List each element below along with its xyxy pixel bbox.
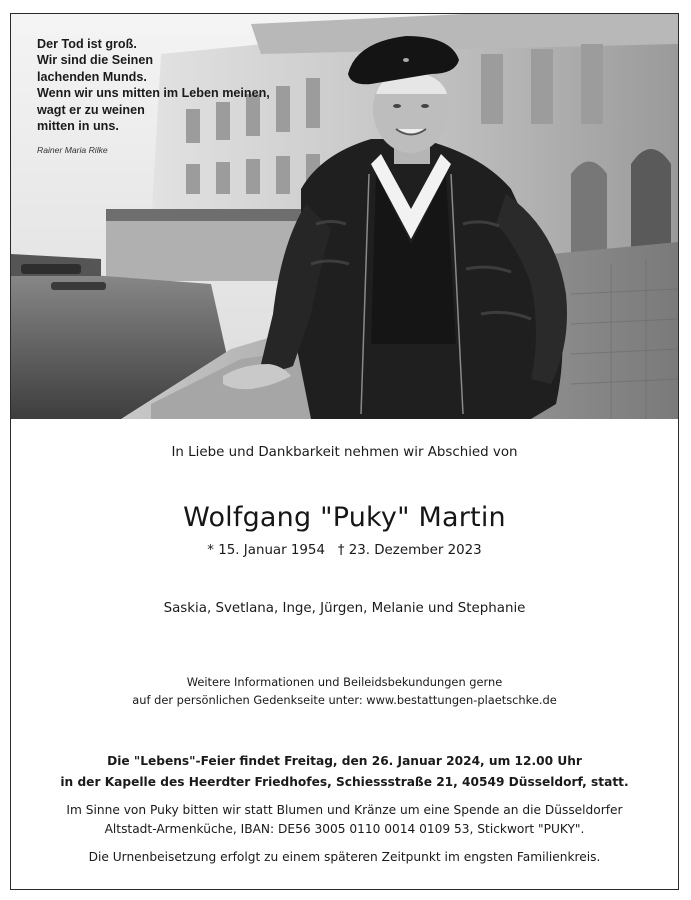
ceremony-location-line: in der Kapelle des Heerdter Friedhofes, Schiessstraße 21, 40549 Düsseldorf, statt. bbox=[60, 775, 629, 789]
donation-line: Im Sinne von Puky bitten wir statt Blumen und Kränze um eine Spende an die Düsseldorfer bbox=[66, 803, 623, 817]
obituary-frame bbox=[10, 13, 679, 890]
quote-author: Rainer Maria Rilke bbox=[37, 145, 108, 155]
info-line: Weitere Informationen und Beileidsbekundungen gerne bbox=[186, 675, 503, 689]
quote-line: mitten in uns. bbox=[37, 119, 119, 134]
quote-line: Wir sind die Seinen bbox=[37, 53, 154, 68]
urn-burial-line: Die Urnenbeisetzung erfolgt zu einem späteren Zeitpunkt im engsten Familienkreis. bbox=[88, 850, 601, 864]
family-names: Saskia, Svetlana, Inge, Jürgen, Melanie und Stephanie bbox=[163, 601, 526, 616]
rilke-quote bbox=[37, 36, 270, 134]
quote-line: Der Tod ist groß. bbox=[37, 37, 137, 51]
farewell-intro: In Liebe und Dankbarkeit nehmen wir Abschied von bbox=[171, 445, 518, 460]
donation-iban-line: Altstadt-Armenküche, IBAN: DE56 3005 0110 0014 0109 53, Stickwort "PUKY". bbox=[104, 822, 585, 836]
deceased-name: Wolfgang "Puky" Martin bbox=[183, 502, 506, 533]
quote-line: wagt er zu weinen bbox=[37, 102, 145, 117]
memorial-website-line: auf der persönlichen Gedenkseite unter: www.bestattungen-plaetschke.de bbox=[132, 693, 557, 707]
quote-line: Wenn wir uns mitten im Leben meinen, bbox=[37, 86, 270, 101]
life-dates: * 15. Januar 1954 † 23. Dezember 2023 bbox=[207, 543, 482, 558]
quote-line: lachenden Munds. bbox=[37, 69, 147, 84]
portrait-photo bbox=[11, 14, 678, 419]
ceremony-line: Die "Lebens"-Feier findet Freitag, den 26. Januar 2024, um 12.00 Uhr bbox=[107, 754, 582, 768]
